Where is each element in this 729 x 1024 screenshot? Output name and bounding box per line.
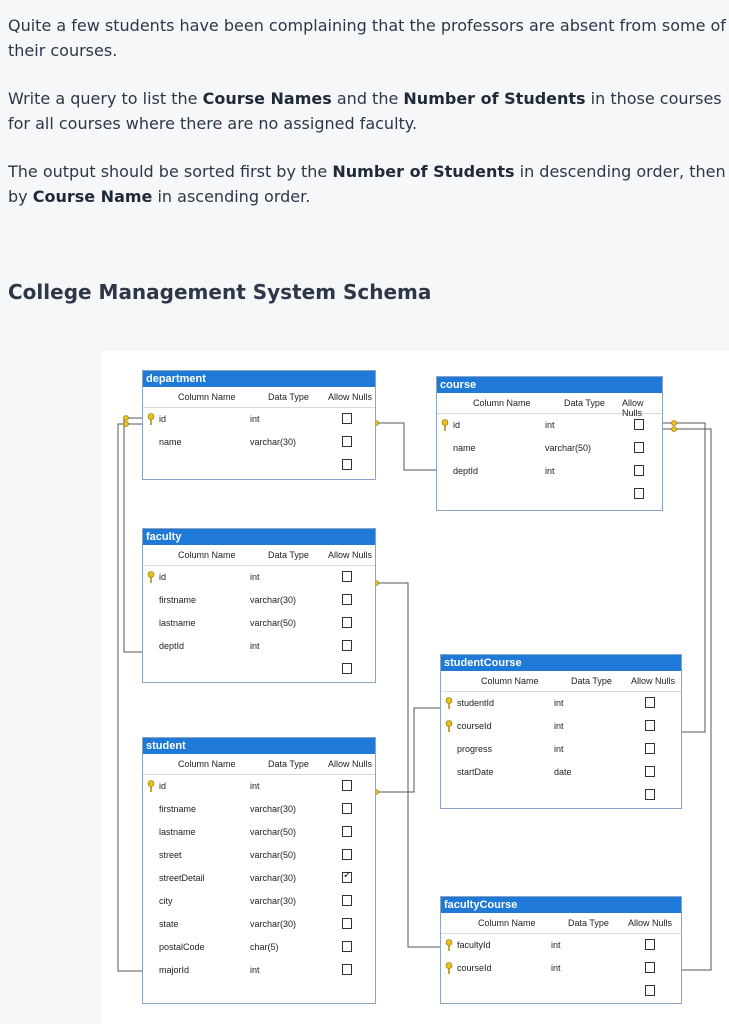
column-type: varchar(30) [250, 804, 297, 814]
allow-nulls-checkbox[interactable] [342, 663, 352, 674]
column-type: varchar(30) [250, 919, 297, 929]
allow-nulls-checkbox[interactable] [342, 571, 352, 582]
intro-text: in those courses for all courses where there are no assigned faculty. [8, 89, 722, 133]
primary-key-icon [147, 571, 155, 583]
table-row [441, 715, 681, 738]
allow-nulls-checkbox-checked[interactable] [342, 872, 352, 883]
col-header-nulls: Allow Nulls [328, 392, 373, 402]
rel-line-faculty-facultycourse [374, 583, 440, 947]
table-title: facultyCourse [441, 897, 681, 913]
column-type: int [250, 414, 260, 424]
table-row [143, 913, 375, 936]
table-row-empty [441, 980, 681, 1003]
col-header-name: Column Name [178, 392, 236, 402]
table-student [142, 737, 376, 1004]
primary-key-icon [445, 962, 453, 974]
table-row [143, 635, 375, 658]
allow-nulls-checkbox[interactable] [342, 459, 352, 470]
table-row [437, 437, 662, 460]
col-header-name: Column Name [178, 550, 236, 560]
col-header-type: Data Type [268, 550, 309, 560]
column-name: studentId [457, 698, 495, 708]
intro-paragraph-1 [8, 13, 729, 63]
table-header-row [441, 671, 681, 692]
column-name: id [159, 414, 167, 424]
table-title: course [437, 377, 662, 393]
table-grid [143, 754, 375, 982]
allow-nulls-checkbox[interactable] [634, 465, 644, 476]
allow-nulls-checkbox[interactable] [645, 789, 655, 800]
intro-paragraph-3 [8, 159, 729, 209]
table-grid [143, 545, 375, 681]
col-header-nulls: Allow Nulls [328, 550, 373, 560]
column-name: majorId [159, 965, 190, 975]
primary-key-icon [441, 419, 449, 431]
column-type: varchar(30) [250, 595, 297, 605]
column-name: deptId [159, 641, 185, 651]
allow-nulls-checkbox[interactable] [634, 442, 644, 453]
allow-nulls-checkbox[interactable] [645, 720, 655, 731]
intro-text: and the [331, 89, 404, 108]
column-type: int [551, 940, 561, 950]
allow-nulls-checkbox[interactable] [645, 985, 655, 996]
allow-nulls-checkbox[interactable] [342, 780, 352, 791]
rel-line-student-studentcourse [374, 708, 440, 792]
key-end-icon [672, 421, 677, 426]
table-title: studentCourse [441, 655, 681, 671]
column-name: courseId [457, 721, 492, 731]
table-row [143, 821, 375, 844]
allow-nulls-checkbox[interactable] [634, 488, 644, 499]
primary-key-icon [445, 720, 453, 732]
column-name: street [159, 850, 182, 860]
column-type: int [554, 698, 564, 708]
table-title: student [143, 738, 375, 754]
table-row [143, 867, 375, 890]
table-row [143, 408, 375, 431]
table-header-row [143, 387, 375, 408]
table-row [143, 566, 375, 589]
allow-nulls-checkbox[interactable] [634, 419, 644, 430]
column-name: id [453, 420, 461, 430]
col-header-type: Data Type [268, 392, 309, 402]
allow-nulls-checkbox[interactable] [645, 766, 655, 777]
col-header-name: Column Name [473, 398, 531, 408]
allow-nulls-checkbox[interactable] [342, 895, 352, 906]
column-name: postalCode [159, 942, 205, 952]
table-row [143, 589, 375, 612]
allow-nulls-checkbox[interactable] [342, 413, 352, 424]
table-row-empty [441, 784, 681, 807]
table-row-empty [143, 658, 375, 681]
schema-diagram [102, 351, 729, 1024]
table-row [437, 414, 662, 437]
column-type: varchar(30) [250, 437, 297, 447]
table-header-row [437, 393, 662, 418]
col-header-nulls: Allow Nulls [628, 918, 673, 928]
column-type: int [250, 965, 260, 975]
column-name: firstname [159, 804, 197, 814]
table-header-row [143, 754, 375, 775]
table-grid [441, 671, 681, 807]
allow-nulls-checkbox[interactable] [342, 941, 352, 952]
column-type: int [554, 721, 564, 731]
table-course [436, 376, 663, 511]
table-row [441, 934, 681, 957]
column-type: date [554, 767, 572, 777]
primary-key-icon [445, 939, 453, 951]
allow-nulls-checkbox[interactable] [342, 826, 352, 837]
table-title: faculty [143, 529, 375, 545]
rel-line-dept-faculty [124, 418, 142, 652]
col-header-nulls: Allow Nulls [631, 676, 676, 686]
table-header-row [441, 913, 681, 934]
primary-key-icon [445, 697, 453, 709]
table-student-course [440, 654, 682, 809]
column-name: progress [457, 744, 493, 754]
column-type: varchar(50) [250, 850, 297, 860]
column-type: char(5) [250, 942, 279, 952]
key-end-icon [672, 427, 677, 432]
table-grid [441, 913, 681, 1003]
table-row [143, 798, 375, 821]
column-name: deptId [453, 466, 479, 476]
column-type: varchar(30) [250, 896, 297, 906]
column-type: int [545, 420, 555, 430]
table-department [142, 370, 376, 480]
col-header-type: Data Type [568, 918, 609, 928]
table-row [441, 738, 681, 761]
table-row [143, 959, 375, 982]
column-type: int [250, 781, 260, 791]
column-name: firstname [159, 595, 197, 605]
table-row-empty [437, 483, 662, 506]
allow-nulls-checkbox[interactable] [342, 964, 352, 975]
allow-nulls-checkbox[interactable] [342, 803, 352, 814]
intro-paragraph-2 [8, 86, 729, 136]
column-type: varchar(30) [250, 873, 297, 883]
column-type: int [250, 641, 260, 651]
table-row [143, 431, 375, 454]
column-name: facultyId [457, 940, 491, 950]
table-grid [143, 387, 375, 477]
col-header-type: Data Type [571, 676, 612, 686]
allow-nulls-checkbox[interactable] [342, 918, 352, 929]
allow-nulls-checkbox[interactable] [342, 594, 352, 605]
intro-text: in ascending order. [152, 187, 311, 206]
table-grid [437, 393, 662, 506]
table-row [441, 761, 681, 784]
allow-nulls-checkbox[interactable] [342, 436, 352, 447]
intro-text: Quite a few students have been complaining that the professors are absent from some of their courses. [8, 16, 726, 60]
col-header-name: Column Name [178, 759, 236, 769]
col-header-name: Column Name [481, 676, 539, 686]
column-name: name [453, 443, 476, 453]
primary-key-icon [147, 413, 155, 425]
allow-nulls-checkbox[interactable] [645, 743, 655, 754]
rel-line-dept-course [374, 423, 436, 470]
column-type: int [554, 744, 564, 754]
allow-nulls-checkbox[interactable] [342, 640, 352, 651]
allow-nulls-checkbox[interactable] [645, 697, 655, 708]
col-header-nulls: Allow Nulls [328, 759, 373, 769]
table-row [143, 936, 375, 959]
column-name: city [159, 896, 173, 906]
column-name: name [159, 437, 182, 447]
column-name: lastname [159, 827, 196, 837]
col-header-nulls: Allow Nulls [622, 398, 644, 418]
allow-nulls-checkbox[interactable] [645, 962, 655, 973]
table-row [441, 957, 681, 980]
column-type: int [551, 963, 561, 973]
allow-nulls-checkbox[interactable] [342, 617, 352, 628]
col-header-type: Data Type [564, 398, 605, 408]
column-name: id [159, 781, 167, 791]
table-faculty [142, 528, 376, 683]
table-row [143, 890, 375, 913]
column-name: startDate [457, 767, 494, 777]
key-end-icon [124, 422, 129, 427]
column-name: state [159, 919, 179, 929]
rel-line-dept-student [118, 424, 142, 971]
col-header-type: Data Type [268, 759, 309, 769]
column-type: varchar(50) [250, 827, 297, 837]
key-end-icon [124, 416, 129, 421]
intro-bold: Course Name [32, 187, 153, 206]
intro-bold: Number of Students [332, 162, 515, 181]
table-header-row [143, 545, 375, 566]
column-type: varchar(50) [545, 443, 592, 453]
column-type: int [545, 466, 555, 476]
table-row [437, 460, 662, 483]
column-type: varchar(50) [250, 618, 297, 628]
allow-nulls-checkbox[interactable] [342, 849, 352, 860]
table-faculty-course [440, 896, 682, 1004]
allow-nulls-checkbox[interactable] [645, 939, 655, 950]
table-row [143, 775, 375, 798]
table-row [143, 612, 375, 635]
intro-bold: Number of Students [403, 89, 586, 108]
table-title: department [143, 371, 375, 387]
col-header-name: Column Name [478, 918, 536, 928]
table-row [441, 692, 681, 715]
column-name: courseId [457, 963, 492, 973]
column-type: int [250, 572, 260, 582]
intro-text: The output should be sorted first by the [8, 162, 333, 181]
column-name: streetDetail [159, 873, 205, 883]
intro-text: in descending order, then by [8, 162, 726, 206]
primary-key-icon [147, 780, 155, 792]
intro-text: Write a query to list the [8, 89, 203, 108]
table-row [143, 844, 375, 867]
intro-bold: Course Names [202, 89, 332, 108]
schema-heading: College Management System Schema [8, 280, 432, 304]
column-name: lastname [159, 618, 196, 628]
column-name: id [159, 572, 167, 582]
table-row-empty [143, 454, 375, 477]
